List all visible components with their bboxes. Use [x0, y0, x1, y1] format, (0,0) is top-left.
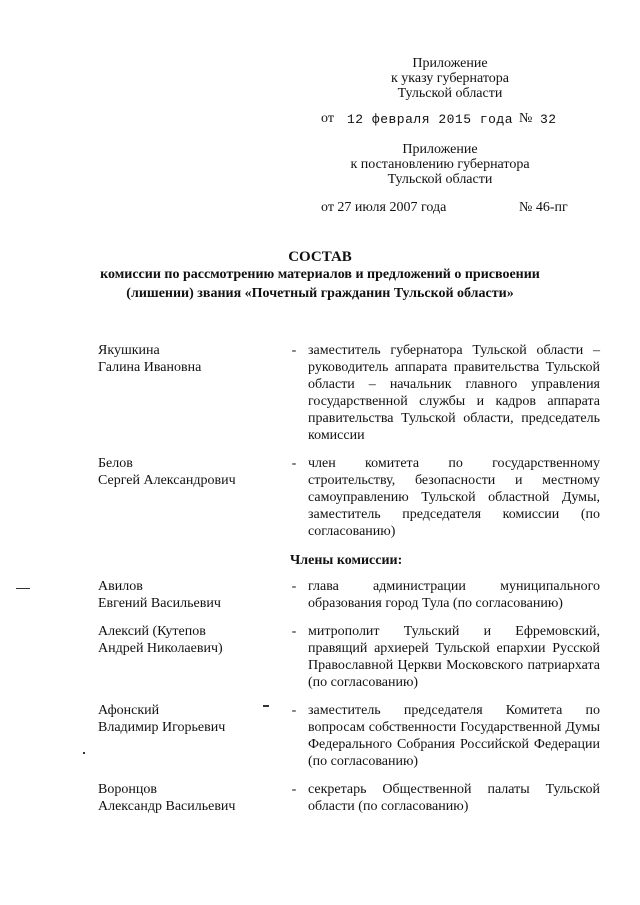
member-name	[98, 781, 288, 815]
member-name	[98, 623, 288, 657]
member-given-names: Галина Ивановна	[98, 360, 202, 375]
member-given-names: Евгений Васильевич	[98, 596, 221, 611]
member-dash: -	[291, 343, 297, 358]
scan-mark	[83, 752, 85, 754]
appendix1-number-label: №	[519, 111, 533, 126]
member-surname: Афонский	[98, 703, 160, 718]
member-role: глава администрации муниципального образования город Тула (по согласованию)	[308, 579, 600, 611]
member-dash: -	[291, 456, 297, 471]
appendix1-date: 12 февраля 2015 года	[347, 112, 514, 127]
document-title: СОСТАВ	[288, 249, 352, 265]
scan-mark	[263, 705, 269, 707]
member-role: член комитета по государственному строительству, безопасности и местному самоуправлению Тульской областной Думы, заместитель председателя комиссии (по согласованию)	[308, 456, 600, 539]
appendix1-line: Тульской области	[397, 86, 503, 101]
member-given-names: Александр Васильевич	[98, 799, 236, 814]
appendix1-number: 32	[540, 112, 557, 127]
appendix2-date: от 27 июля 2007 года	[321, 200, 447, 215]
member-surname: Авилов	[98, 579, 143, 594]
member-given-names: Владимир Игорьевич	[98, 720, 226, 735]
member-role: секретарь Общественной палаты Тульской области (по согласованию)	[308, 782, 600, 814]
member-given-names: Сергей Александрович	[98, 473, 236, 488]
member-role: заместитель председателя Комитета по вопросам собственности Государственной Думы Федерального Собрания Российской Федерации (по согласованию)	[308, 703, 600, 769]
appendix1-from-label: от	[321, 111, 334, 126]
appendix2-number: № 46-пг	[519, 200, 568, 215]
member-surname: Якушкина	[98, 343, 160, 358]
member-surname: Воронцов	[98, 782, 157, 797]
appendix1-header	[370, 56, 530, 101]
appendix2-header	[340, 142, 540, 187]
member-name	[98, 578, 288, 612]
document-subtitle-line1: комиссии по рассмотрению материалов и предложений о присвоении	[100, 267, 540, 282]
member-given-names: Андрей Николаевич)	[98, 641, 223, 656]
member-name	[98, 455, 288, 489]
member-role: митрополит Тульский и Ефремовский, правящий архиерей Тульской епархии Русской Православной Церкви Московского патриархата (по согласованию)	[308, 624, 600, 690]
member-name	[98, 702, 288, 736]
member-dash: -	[291, 579, 297, 594]
appendix2-line: Тульской области	[387, 172, 493, 187]
member-name	[98, 342, 288, 376]
member-dash: -	[291, 624, 297, 639]
member-surname: Алексий (Кутепов	[98, 624, 206, 639]
appendix1-line: к указу губернатора	[390, 71, 510, 86]
appendix1-line: Приложение	[412, 56, 488, 71]
scan-mark	[16, 588, 30, 589]
member-dash: -	[291, 703, 297, 718]
member-dash: -	[291, 782, 297, 797]
members-heading: Члены комиссии:	[290, 553, 403, 568]
appendix2-line: к постановлению губернатора	[350, 157, 530, 172]
document-subtitle-line2: (лишении) звания «Почетный гражданин Тульской области»	[126, 286, 514, 301]
member-role: заместитель губернатора Тульской области – руководитель аппарата правительства Тульской области – начальник главного управления государственной службы и кадров аппарата правительства Тульской области, председатель комиссии	[308, 343, 600, 443]
appendix2-line: Приложение	[402, 142, 478, 157]
member-surname: Белов	[98, 456, 133, 471]
